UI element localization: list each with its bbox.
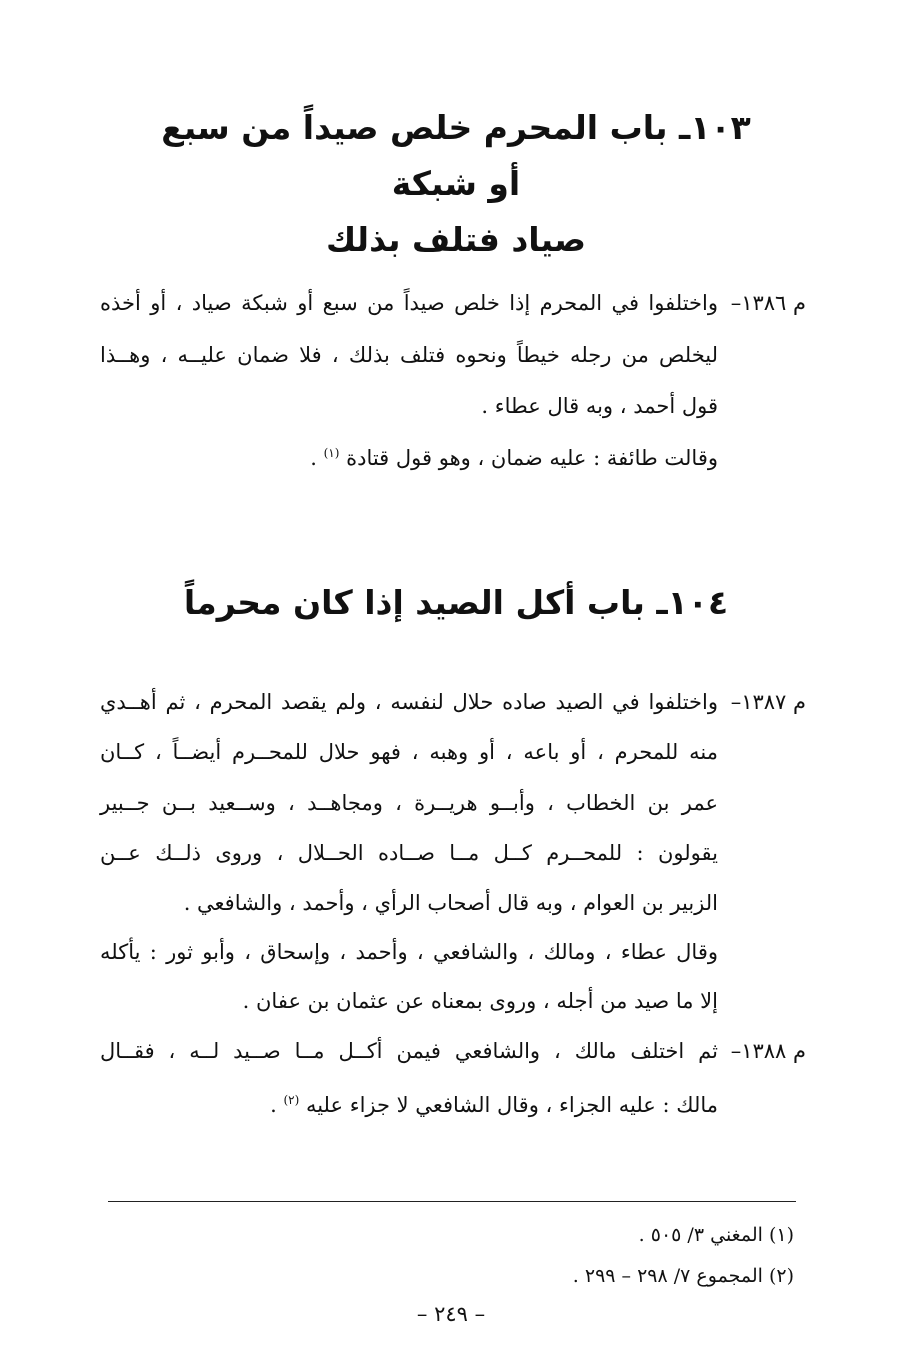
footnote-divider xyxy=(108,1201,796,1202)
issue-number: م ١٣٨٧– xyxy=(730,690,806,714)
heading-line: ١٠٣ـ باب المحرم خلص صيداً من سبع أو شبكة xyxy=(161,108,751,203)
issue-number: م ١٣٨٦– xyxy=(730,291,806,315)
issue-number: م ١٣٨٨– xyxy=(730,1039,806,1063)
heading-line: صياد فتلف بذلك xyxy=(325,220,587,259)
footnote-text: المغني ٣/ ٥٠٥ . xyxy=(638,1224,763,1246)
text-line: إلا ما صيد من أجله ، وروى بمعناه عن عثمان بن عفان . xyxy=(242,989,718,1013)
footnote-number: (٢) xyxy=(768,1265,794,1287)
text-line: ليخلص من رجله خيطاً ونحوه فتلف بذلك ، فلا ضمان عليــه ، وهــذا xyxy=(100,343,718,367)
footnote-ref: (١) xyxy=(323,446,340,460)
page-number: – ٢٤٩ – xyxy=(416,1302,486,1326)
text-line: الزبير بن العوام ، وبه قال أصحاب الرأي ، وأحمد ، والشافعي . xyxy=(183,891,718,915)
footnote xyxy=(573,1262,794,1290)
text-line: وقالت طائفة : عليه ضمان ، وهو قول قتادة $^{(١)}$ . xyxy=(310,446,718,470)
text-line: منه للمحرم ، أو باعه ، أو وهبه ، فهو حلال للمحــرم أيضــاً ، كــان xyxy=(100,740,718,764)
text-line: واختلفوا في الصيد صاده حلال لنفسه ، ولم يقصد المحرم ، ثم أهــدي xyxy=(100,690,718,714)
heading-line: ١٠٤ـ باب أكل الصيد إذا كان محرماً xyxy=(183,583,729,622)
footnote-number: (١) xyxy=(768,1224,794,1246)
footnote-text: المجموع ٧/ ٢٩٨ – ٢٩٩ . xyxy=(572,1265,763,1287)
text-line: وقال عطاء ، ومالك ، والشافعي ، وأحمد ، وإسحاق ، وأبو ثور : يأكله xyxy=(100,940,718,964)
text-line: قول أحمد ، وبه قال عطاء . xyxy=(481,394,718,418)
chapter-heading-103 xyxy=(160,100,752,268)
text-line: مالك : عليه الجزاء ، وقال الشافعي لا جزاء عليه $^{(٢)}$ . xyxy=(270,1093,718,1117)
text-line: عمر بن الخطاب ، وأبــو هريــرة ، ومجاهــد ، وســعيد بــن جــبير xyxy=(100,791,718,815)
text-line: ثم اختلف مالك ، والشافعي فيمن أكــل مــا صــيد لــه ، فقــال xyxy=(100,1039,718,1063)
chapter-heading-104 xyxy=(160,575,752,631)
text-line: واختلفوا في المحرم إذا خلص صيداً من سبع أو شبكة صياد ، أو أخذه xyxy=(100,291,718,315)
text-line: يقولون : للمحــرم كــل مــا صــاده الحــلال ، وروى ذلــك عــن xyxy=(100,841,718,865)
footnote-ref: (٢) xyxy=(283,1093,300,1107)
footnote xyxy=(639,1221,794,1249)
